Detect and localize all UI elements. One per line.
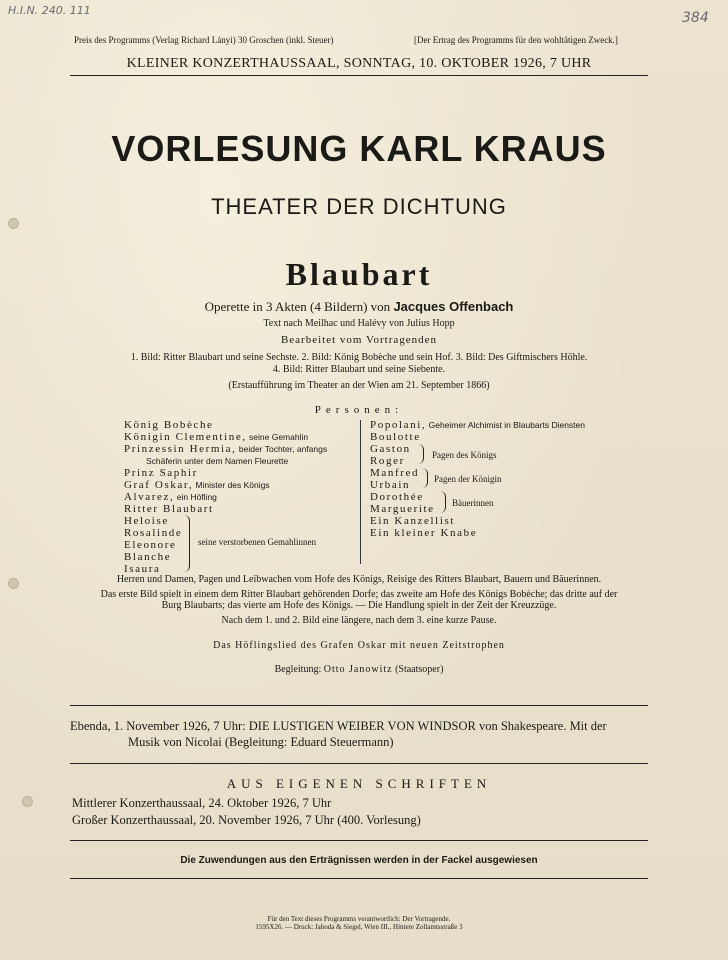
footer-responsible: Für den Text dieses Programms verantwortlich: Der Vortragende. <box>267 915 451 923</box>
top-rule <box>70 75 648 76</box>
cast-name: Ein Kanzellist <box>370 515 456 527</box>
cast-name: Blanche <box>124 551 172 563</box>
rule-2 <box>70 705 648 706</box>
punch-hole <box>22 796 33 807</box>
own-writings-date-2: Großer Konzerthaussaal, 20. November 1926, 7 Uhr (400. Vorlesung) <box>72 813 421 827</box>
handwritten-page-number: 384 <box>682 10 709 26</box>
next-event-line-1: Ebenda, 1. November 1926, 7 Uhr: DIE LUSTIGEN WEIBER VON WINDSOR von Shakespeare. Mit der <box>70 719 607 733</box>
accompaniment-note <box>0 664 718 675</box>
cast-name: Heloise <box>124 515 169 527</box>
brace-pages-king <box>418 444 424 464</box>
cast-name: Rosalinde <box>124 527 183 539</box>
own-writings-date-1: Mittlerer Konzerthaussaal, 24. Oktober 1926, 7 Uhr <box>72 796 332 810</box>
cast-name: Boulotte <box>370 431 421 443</box>
scene-description-2: Burg Blaubarts; das vierte am Hofe des Königs. — Die Handlung spielt in der Zeit der Kreuzzüge. <box>161 600 557 611</box>
footer-printer: 1595X26. — Druck: Jahoda & Siegel, Wien III., Hintere Zollamtsstraße 3 <box>255 923 463 931</box>
pages-queen-note: Pagen der Königin <box>434 474 502 484</box>
cast-name: Isaura <box>124 563 161 575</box>
cast-role-description: Minister des Königs <box>193 480 270 490</box>
cast-name: Prinzessin Hermia, <box>124 443 237 455</box>
cast-role-description: Schäferin unter dem Namen Fleurette <box>146 456 289 466</box>
cast-role-description: ein Höfling <box>174 492 217 502</box>
brace-peasant-women <box>440 491 446 513</box>
cast-name: Popolani, <box>370 419 427 431</box>
accompanist-name: Otto Janowitz <box>323 664 393 675</box>
cast-role-description: seine Gemahlin <box>246 432 309 442</box>
venue-line: KLEINER KONZERTHAUSSAAL, SONNTAG, 10. OKTOBER 1926, 7 UHR <box>126 56 592 71</box>
scenes-list-2: 4. Bild: Ritter Blaubart und seine Siebente. <box>272 364 446 375</box>
cast-name: Ritter Blaubart <box>124 503 214 515</box>
scene-description-1: Das erste Bild spielt in einem dem Ritter Blaubart gehörenden Dorfe; das zweite am Hofe des Königs Bobèche; das dritte auf der <box>100 589 618 600</box>
peasant-women-note: Bäuerinnen <box>452 498 494 508</box>
donations-note: Die Zuwendungen aus den Erträgnissen werden in der Fackel ausgewiesen <box>180 855 538 866</box>
cast-role-description: Geheimer Alchimist in Blaubarts Diensten <box>426 420 586 430</box>
composer-name: Jacques Offenbach <box>393 299 514 314</box>
proceeds-note: [Der Ertrag des Programms für den wohltätigen Zweck.] <box>414 35 618 45</box>
brace-pages-queen <box>422 468 428 488</box>
personen-heading: Personen: <box>314 404 404 416</box>
work-title: Blaubart <box>285 256 433 292</box>
chorus-note: Herren und Damen, Pagen und Leibwachen vom Hofe des Königs, Reisige des Ritters Blaubart, Bauern und Bäuerinnen. <box>116 574 602 585</box>
cast-name: Urbain <box>370 479 411 491</box>
handwritten-archive-number: H.I.N. 240. 111 <box>8 4 91 17</box>
cast-name: Graf Oskar, <box>124 479 194 491</box>
hoeflingslied-note: Das Höflingslied des Grafen Oskar mit neuen Zeitstrophen <box>213 640 505 651</box>
accompanist-affiliation: (Staatsoper) <box>392 664 444 675</box>
cast-name: König Bobèche <box>124 419 214 431</box>
pause-note: Nach dem 1. und 2. Bild eine längere, nach dem 3. eine kurze Pause. <box>221 615 497 626</box>
scenes-list-1: 1. Bild: Ritter Blaubart und seine Sechste. 2. Bild: König Bobèche und sein Hof. 3. Bild: Des Giftmischers Höhle. <box>130 352 588 363</box>
wives-note: seine verstorbenen Gemahlinnen <box>198 537 316 547</box>
cast-name: Gaston <box>370 443 411 455</box>
rule-4 <box>70 840 648 841</box>
column-divider <box>360 420 361 564</box>
subtitle: THEATER DER DICHTUNG <box>211 194 507 219</box>
cast-name: Dorothée <box>370 491 424 503</box>
next-event-line-2: Musik von Nicolai (Begleitung: Eduard Steuermann) <box>128 735 394 749</box>
accompaniment-label: Begleitung: <box>274 664 324 675</box>
main-title: VORLESUNG KARL KRAUS <box>111 128 607 169</box>
own-writings-heading: AUS EIGENEN SCHRIFTEN <box>226 776 492 791</box>
work-description-text: Operette in 3 Akten (4 Bildern) von <box>204 299 394 314</box>
libretto-note: Text nach Meilhac und Halévy von Julius Hopp <box>263 318 455 329</box>
cast-entry <box>370 526 477 539</box>
cast-name: Manfred <box>370 467 420 479</box>
cast-name: Alvarez, <box>124 491 175 503</box>
arrangement-note: Bearbeitet vom Vortragenden <box>280 334 438 346</box>
premiere-note: (Erstaufführung im Theater an der Wien am 21. September 1866) <box>228 380 490 391</box>
rule-5 <box>70 878 648 879</box>
cast-name: Marguerite <box>370 503 435 515</box>
brace-wives <box>182 515 190 572</box>
cast-name: Prinz Saphir <box>124 467 198 479</box>
cast-name: Ein kleiner Knabe <box>370 527 478 539</box>
price-note: Preis des Programms (Verlag Richard Lányi) 30 Groschen (inkl. Steuer) <box>74 35 334 45</box>
work-description <box>0 299 718 315</box>
rule-3 <box>70 763 648 764</box>
pages-king-note: Pagen des Königs <box>432 450 497 460</box>
cast-name: Eleonore <box>124 539 177 551</box>
cast-name: Königin Clementine, <box>124 431 247 443</box>
cast-role-description: beider Tochter, anfangs <box>236 444 328 454</box>
cast-name: Roger <box>370 455 405 467</box>
